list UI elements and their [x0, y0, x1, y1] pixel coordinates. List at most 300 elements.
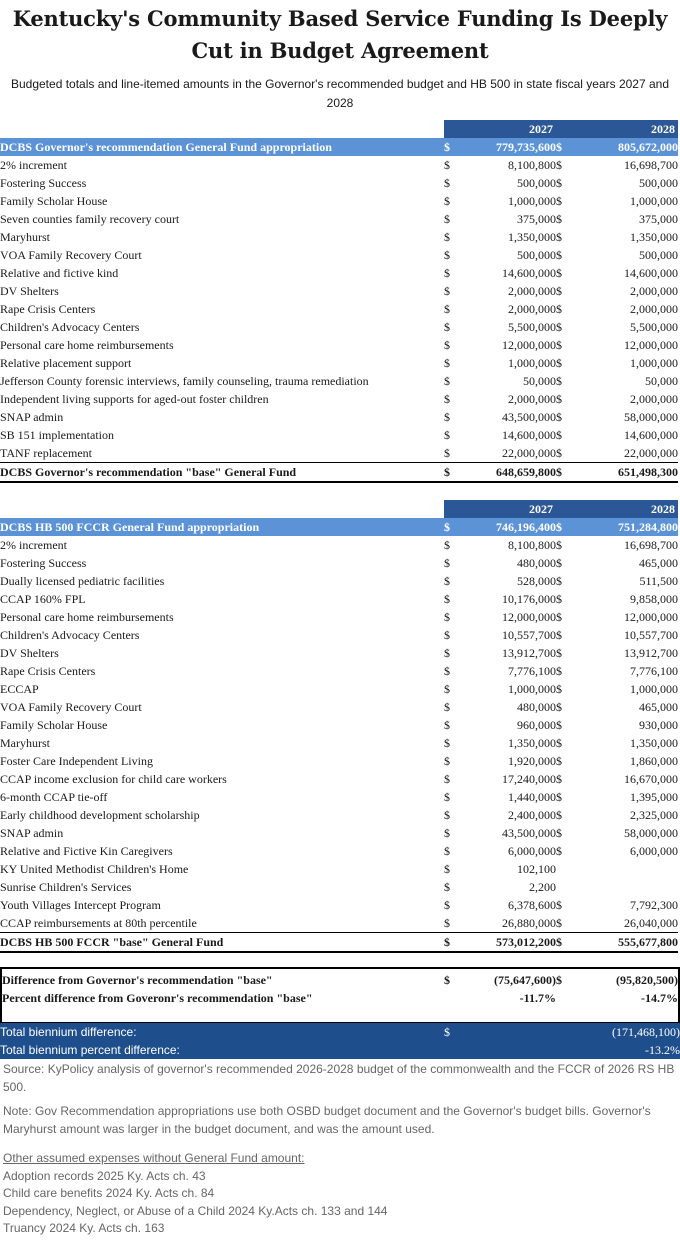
line-item-label: Jefferson County forensic interviews, family counseling, trauma remediation — [0, 374, 369, 388]
line-item-label: Youth Villages Intercept Program — [0, 898, 161, 912]
currency-symbol: $ — [444, 826, 450, 840]
difference-row — [2, 971, 678, 989]
line-item-label: Foster Care Independent Living — [0, 754, 153, 768]
biennium-band — [0, 1023, 680, 1059]
value-2028: 930,000 — [639, 718, 678, 732]
value-2027: 2,000,000 — [508, 302, 556, 316]
currency-symbol: $ — [444, 212, 450, 226]
currency-symbol: $ — [444, 1025, 450, 1039]
value-2028: 500,000 — [639, 248, 678, 262]
currency-symbol — [556, 878, 574, 896]
line-item-label: CCAP reimbursements at 80th percentile — [0, 916, 197, 930]
currency-symbol: $ — [556, 754, 562, 768]
percent-difference-row — [2, 989, 678, 1007]
biennium-total-label: Total biennium difference: — [0, 1025, 137, 1039]
line-item-label: VOA Family Recovery Court — [0, 248, 142, 262]
currency-symbol: $ — [444, 628, 450, 642]
currency-symbol: $ — [444, 862, 450, 876]
value-2027: 22,000,000 — [502, 446, 556, 460]
value-2028: 1,395,000 — [630, 790, 678, 804]
line-item-row — [0, 590, 678, 608]
value-2028: 1,000,000 — [630, 194, 678, 208]
value-2028: 465,000 — [639, 556, 678, 570]
line-item-row — [0, 390, 678, 408]
year-2027-header: 2027 — [444, 120, 556, 138]
line-item-row — [0, 824, 678, 842]
line-item-label: Personal care home reimbursements — [0, 610, 174, 624]
value-2028: 2,000,000 — [630, 284, 678, 298]
currency-symbol: $ — [556, 664, 562, 678]
value-2028: 9,858,000 — [630, 592, 678, 606]
currency-symbol: $ — [556, 790, 562, 804]
biennium-total-row — [0, 1023, 680, 1041]
currency-symbol: $ — [444, 898, 450, 912]
difference-box — [0, 967, 680, 1024]
value-2028: 1,350,000 — [630, 230, 678, 244]
line-item-label: Early childhood development scholarship — [0, 808, 200, 822]
value-2028: 7,792,300 — [630, 898, 678, 912]
line-item-row — [0, 572, 678, 590]
value-2028: 50,000 — [645, 374, 678, 388]
currency-symbol: $ — [444, 844, 450, 858]
line-item-label: DCBS HB 500 FCCR General Fund appropriation — [0, 518, 444, 536]
year-header-row — [0, 500, 678, 518]
appropriation-row — [0, 518, 678, 536]
value-2028: 14,600,000 — [624, 266, 678, 280]
line-item-row — [0, 716, 678, 734]
value-2027: 779,735,600 — [462, 138, 556, 156]
hb500-table-section — [0, 500, 678, 953]
currency-symbol: $ — [556, 538, 562, 552]
value-2028 — [574, 860, 678, 878]
line-item-label: 2% increment — [0, 538, 67, 552]
line-item-label: CCAP income exclusion for child care workers — [0, 772, 227, 786]
line-item-row — [0, 210, 678, 228]
line-item-row — [0, 156, 678, 174]
value-2028: 5,500,000 — [630, 320, 678, 334]
value-2027: 2,200 — [529, 880, 556, 894]
line-item-label: Personal care home reimbursements — [0, 338, 174, 352]
currency-symbol: $ — [556, 592, 562, 606]
biennium-percent-value: -13.2% — [645, 1043, 680, 1057]
currency-symbol: $ — [444, 664, 450, 678]
value-2028: 1,350,000 — [630, 736, 678, 750]
currency-symbol: $ — [444, 556, 450, 570]
notes-section — [3, 1061, 675, 1238]
currency-symbol: $ — [444, 790, 450, 804]
value-2027: 480,000 — [517, 700, 556, 714]
line-item-row — [0, 426, 678, 444]
line-item-label: SB 151 implementation — [0, 428, 114, 442]
currency-symbol: $ — [556, 718, 562, 732]
line-item-row — [0, 806, 678, 824]
currency-symbol: $ — [444, 302, 450, 316]
value-2027: 1,920,000 — [508, 754, 556, 768]
currency-symbol: $ — [444, 248, 450, 262]
line-item-label: Relative placement support — [0, 356, 132, 370]
line-item-label: CCAP 160% FPL — [0, 592, 86, 606]
line-item-row — [0, 554, 678, 572]
value-2028: 651,498,300 — [574, 463, 678, 483]
value-2027: 375,000 — [517, 212, 556, 226]
line-item-label: KY United Methodist Children's Home — [0, 862, 189, 876]
difference-2027: (75,647,600) — [494, 973, 556, 987]
currency-symbol: $ — [444, 592, 450, 606]
currency-symbol: $ — [444, 194, 450, 208]
value-2027: 7,776,100 — [508, 664, 556, 678]
line-item-label: Seven counties family recovery court — [0, 212, 180, 226]
currency-symbol: $ — [444, 320, 450, 334]
currency-symbol: $ — [556, 138, 574, 156]
line-item-row — [0, 608, 678, 626]
line-item-label: 2% increment — [0, 158, 67, 172]
line-item-row — [0, 878, 678, 896]
other-expenses-list — [3, 1168, 675, 1238]
currency-symbol: $ — [556, 808, 562, 822]
value-2028: 805,672,000 — [574, 138, 678, 156]
value-2028: 14,600,000 — [624, 428, 678, 442]
value-2027: 6,000,000 — [508, 844, 556, 858]
currency-symbol: $ — [444, 463, 462, 483]
currency-symbol: $ — [556, 628, 562, 642]
year-2028-header: 2028 — [556, 500, 678, 518]
value-2028: 500,000 — [639, 176, 678, 190]
biennium-percent-label: Total biennium percent difference: — [0, 1043, 180, 1057]
currency-symbol: $ — [444, 772, 450, 786]
line-item-label: Relative and Fictive Kin Caregivers — [0, 844, 173, 858]
currency-symbol: $ — [444, 158, 450, 172]
value-2028: 10,557,700 — [624, 628, 678, 642]
percent-difference-label: Percent difference from Goveronr's recommendation "base" — [2, 991, 313, 1005]
value-2028: 1,000,000 — [630, 682, 678, 696]
currency-symbol: $ — [444, 973, 450, 987]
currency-symbol: $ — [556, 158, 562, 172]
line-item-label: TANF replacement — [0, 446, 93, 460]
currency-symbol: $ — [556, 302, 562, 316]
line-item-row — [0, 896, 678, 914]
currency-symbol: $ — [556, 556, 562, 570]
line-item-label: DV Shelters — [0, 646, 59, 660]
currency-symbol: $ — [444, 682, 450, 696]
value-2028: 26,040,000 — [624, 916, 678, 930]
value-2027: 12,000,000 — [502, 338, 556, 352]
currency-symbol: $ — [556, 338, 562, 352]
currency-symbol: $ — [444, 428, 450, 442]
value-2027: 14,600,000 — [502, 266, 556, 280]
line-item-row — [0, 282, 678, 300]
value-2028: 58,000,000 — [624, 826, 678, 840]
line-item-row — [0, 372, 678, 390]
value-2027: 8,100,800 — [508, 158, 556, 172]
currency-symbol: $ — [556, 248, 562, 262]
currency-symbol: $ — [444, 266, 450, 280]
report-title: Kentucky's Community Based Service Funding Is Deeply Cut in Budget Agreement — [12, 6, 668, 63]
currency-symbol: $ — [556, 374, 562, 388]
currency-symbol: $ — [444, 880, 450, 894]
governor-table — [0, 120, 678, 483]
line-item-label: SNAP admin — [0, 410, 64, 424]
line-item-row — [0, 536, 678, 554]
currency-symbol: $ — [556, 772, 562, 786]
currency-symbol: $ — [444, 933, 462, 953]
value-2028: 6,000,000 — [630, 844, 678, 858]
value-2027: 500,000 — [517, 176, 556, 190]
line-item-row — [0, 842, 678, 860]
line-item-label: DCBS Governor's recommendation General Fund appropriation — [0, 138, 444, 156]
line-item-label: Rape Crisis Centers — [0, 664, 96, 678]
difference-label: Difference from Governor's recommendation "base" — [2, 973, 273, 987]
currency-symbol: $ — [556, 212, 562, 226]
value-2027: 960,000 — [517, 718, 556, 732]
value-2027: 13,912,700 — [502, 646, 556, 660]
line-item-row — [0, 626, 678, 644]
line-item-row — [0, 698, 678, 716]
currency-symbol: $ — [444, 646, 450, 660]
currency-symbol: $ — [556, 916, 562, 930]
value-2027: 500,000 — [517, 248, 556, 262]
value-2028: 12,000,000 — [624, 338, 678, 352]
line-item-label: Maryhurst — [0, 736, 50, 750]
line-item-label: Sunrise Children's Services — [0, 880, 132, 894]
currency-symbol: $ — [556, 428, 562, 442]
currency-symbol: $ — [556, 356, 562, 370]
line-item-row — [0, 644, 678, 662]
year-2027-header: 2027 — [444, 500, 556, 518]
line-item-row — [0, 770, 678, 788]
currency-symbol: $ — [444, 374, 450, 388]
currency-symbol: $ — [444, 138, 462, 156]
currency-symbol: $ — [444, 916, 450, 930]
line-item-label: ECCAP — [0, 682, 39, 696]
line-item-row — [0, 318, 678, 336]
other-expenses-heading: Other assumed expenses without General Fund amount: — [3, 1151, 305, 1165]
appropriation-row — [0, 138, 678, 156]
line-item-label: 6-month CCAP tie-off — [0, 790, 108, 804]
currency-symbol: $ — [556, 700, 562, 714]
currency-symbol: $ — [556, 933, 574, 953]
currency-symbol: $ — [556, 463, 574, 483]
line-item-label: Maryhurst — [0, 230, 50, 244]
line-item-row — [0, 662, 678, 680]
line-item-row — [0, 788, 678, 806]
currency-symbol: $ — [556, 518, 574, 536]
currency-symbol: $ — [556, 194, 562, 208]
currency-symbol: $ — [556, 392, 562, 406]
line-item-label: Family Scholar House — [0, 718, 108, 732]
percent-difference-2028: -14.7% — [641, 991, 678, 1005]
line-item-label: VOA Family Recovery Court — [0, 700, 142, 714]
currency-symbol: $ — [444, 538, 450, 552]
value-2027: 573,012,200 — [462, 933, 556, 953]
currency-symbol: $ — [556, 446, 562, 460]
header-blank — [0, 500, 444, 518]
other-expense-item: Child care benefits 2024 Ky. Acts ch. 84 — [3, 1186, 215, 1200]
currency-symbol: $ — [444, 518, 462, 536]
value-2028: 16,670,000 — [624, 772, 678, 786]
currency-symbol: $ — [444, 718, 450, 732]
currency-symbol: $ — [444, 736, 450, 750]
currency-symbol: $ — [556, 284, 562, 298]
line-item-label: Fostering Success — [0, 176, 87, 190]
line-item-row — [0, 228, 678, 246]
line-item-row — [0, 264, 678, 282]
currency-symbol: $ — [556, 574, 562, 588]
biennium-total-value: (171,468,100) — [612, 1025, 680, 1039]
currency-symbol: $ — [556, 736, 562, 750]
line-item-label: SNAP admin — [0, 826, 64, 840]
line-item-label: Children's Advocacy Centers — [0, 320, 140, 334]
value-2027: 8,100,800 — [508, 538, 556, 552]
value-2027: 1,350,000 — [508, 230, 556, 244]
value-2028: 375,000 — [639, 212, 678, 226]
value-2027: 480,000 — [517, 556, 556, 570]
currency-symbol: $ — [444, 230, 450, 244]
currency-symbol: $ — [444, 356, 450, 370]
line-item-row — [0, 408, 678, 426]
base-total-row — [0, 463, 678, 483]
value-2028: 2,000,000 — [630, 392, 678, 406]
source-note: Source: KyPolicy analysis of governor's recommended 2026-2028 budget of the commonwealth and the FCCR of 2026 RS HB 500. — [3, 1062, 675, 1094]
value-2028: 1,000,000 — [630, 356, 678, 370]
line-item-row — [0, 444, 678, 463]
value-2028: 751,284,800 — [574, 518, 678, 536]
header-blank — [0, 120, 444, 138]
value-2027: 528,000 — [517, 574, 556, 588]
value-2028: 555,677,800 — [574, 933, 678, 953]
line-item-label: DV Shelters — [0, 284, 59, 298]
value-2028: 7,776,100 — [630, 664, 678, 678]
methodology-note: Note: Gov Recommendation appropriations use both OSBD budget document and the Governor's budget bills. Governor's Maryhurst amount was larger in the budget document, and was the amount used. — [3, 1104, 651, 1136]
value-2028: 22,000,000 — [624, 446, 678, 460]
report-subtitle: Budgeted totals and line-itemed amounts in the Governor's recommended budget and HB 500 in state fiscal years 2027 and 2028 — [10, 77, 670, 110]
value-2027: 26,880,000 — [502, 916, 556, 930]
currency-symbol: $ — [444, 574, 450, 588]
line-item-label: DCBS Governor's recommendation "base" General Fund — [0, 463, 444, 483]
value-2028: 16,698,700 — [624, 538, 678, 552]
currency-symbol: $ — [556, 230, 562, 244]
governor-table-section — [0, 120, 678, 483]
line-item-label: Rape Crisis Centers — [0, 302, 96, 316]
value-2028: 12,000,000 — [624, 610, 678, 624]
other-expense-item: Truancy 2024 Ky. Acts ch. 163 — [3, 1221, 165, 1235]
line-item-row — [0, 734, 678, 752]
currency-symbol: $ — [556, 176, 562, 190]
value-2027: 746,196,400 — [462, 518, 556, 536]
year-header-row — [0, 120, 678, 138]
currency-symbol: $ — [444, 700, 450, 714]
currency-symbol: $ — [556, 410, 562, 424]
value-2028: 511,500 — [639, 574, 678, 588]
currency-symbol: $ — [444, 808, 450, 822]
line-item-row — [0, 174, 678, 192]
currency-symbol: $ — [556, 844, 562, 858]
currency-symbol: $ — [444, 754, 450, 768]
line-item-row — [0, 336, 678, 354]
value-2027: 6,378,600 — [508, 898, 556, 912]
value-2027: 2,400,000 — [508, 808, 556, 822]
value-2027: 14,600,000 — [502, 428, 556, 442]
line-item-row — [0, 300, 678, 318]
line-item-label: DCBS HB 500 FCCR "base" General Fund — [0, 933, 444, 953]
line-item-label: Dually licensed pediatric facilities — [0, 574, 165, 588]
value-2027: 1,350,000 — [508, 736, 556, 750]
value-2027: 648,659,800 — [462, 463, 556, 483]
biennium-percent-row — [0, 1041, 680, 1059]
line-item-row — [0, 914, 678, 933]
value-2027: 1,000,000 — [508, 356, 556, 370]
base-total-row — [0, 933, 678, 953]
line-item-row — [0, 246, 678, 264]
currency-symbol: $ — [556, 610, 562, 624]
currency-symbol: $ — [444, 610, 450, 624]
percent-difference-2027: -11.7% — [519, 991, 556, 1005]
currency-symbol: $ — [556, 682, 562, 696]
value-2027: 1,000,000 — [508, 682, 556, 696]
value-2027: 43,500,000 — [502, 826, 556, 840]
line-item-label: Children's Advocacy Centers — [0, 628, 140, 642]
value-2027: 50,000 — [523, 374, 556, 388]
other-expense-item: Adoption records 2025 Ky. Acts ch. 43 — [3, 1168, 206, 1183]
line-item-label: Family Scholar House — [0, 194, 108, 208]
currency-symbol: $ — [444, 410, 450, 424]
currency-symbol: $ — [444, 176, 450, 190]
value-2028 — [574, 878, 678, 896]
line-item-label: Relative and fictive kind — [0, 266, 119, 280]
value-2027: 102,100 — [517, 862, 556, 876]
value-2028: 13,912,700 — [624, 646, 678, 660]
value-2027: 10,176,000 — [502, 592, 556, 606]
currency-symbol — [556, 860, 574, 878]
line-item-row — [0, 354, 678, 372]
currency-symbol: $ — [556, 826, 562, 840]
line-item-label: Fostering Success — [0, 556, 87, 570]
value-2028: 2,000,000 — [630, 302, 678, 316]
hb500-table — [0, 500, 678, 953]
value-2027: 2,000,000 — [508, 392, 556, 406]
currency-symbol: $ — [556, 266, 562, 280]
line-item-row — [0, 680, 678, 698]
value-2027: 10,557,700 — [502, 628, 556, 642]
value-2028: 1,860,000 — [630, 754, 678, 768]
value-2027: 2,000,000 — [508, 284, 556, 298]
currency-symbol: $ — [444, 338, 450, 352]
value-2027: 12,000,000 — [502, 610, 556, 624]
line-item-label: Independent living supports for aged-out foster children — [0, 392, 269, 406]
value-2028: 2,325,000 — [630, 808, 678, 822]
value-2027: 5,500,000 — [508, 320, 556, 334]
currency-symbol: $ — [556, 973, 562, 987]
currency-symbol: $ — [556, 320, 562, 334]
value-2027: 1,440,000 — [508, 790, 556, 804]
currency-symbol: $ — [444, 392, 450, 406]
value-2028: 465,000 — [639, 700, 678, 714]
value-2028: 16,698,700 — [624, 158, 678, 172]
currency-symbol: $ — [444, 446, 450, 460]
value-2027: 43,500,000 — [502, 410, 556, 424]
other-expense-item: Dependency, Neglect, or Abuse of a Child 2024 Ky.Acts ch. 133 and 144 — [3, 1203, 388, 1218]
currency-symbol: $ — [556, 898, 562, 912]
difference-2028: (95,820,500) — [616, 973, 678, 987]
line-item-row — [0, 752, 678, 770]
value-2027: 17,240,000 — [502, 772, 556, 786]
currency-symbol: $ — [556, 646, 562, 660]
line-item-row — [0, 192, 678, 210]
year-2028-header: 2028 — [556, 120, 678, 138]
currency-symbol: $ — [444, 284, 450, 298]
value-2028: 58,000,000 — [624, 410, 678, 424]
line-item-row — [0, 860, 678, 878]
value-2027: 1,000,000 — [508, 194, 556, 208]
